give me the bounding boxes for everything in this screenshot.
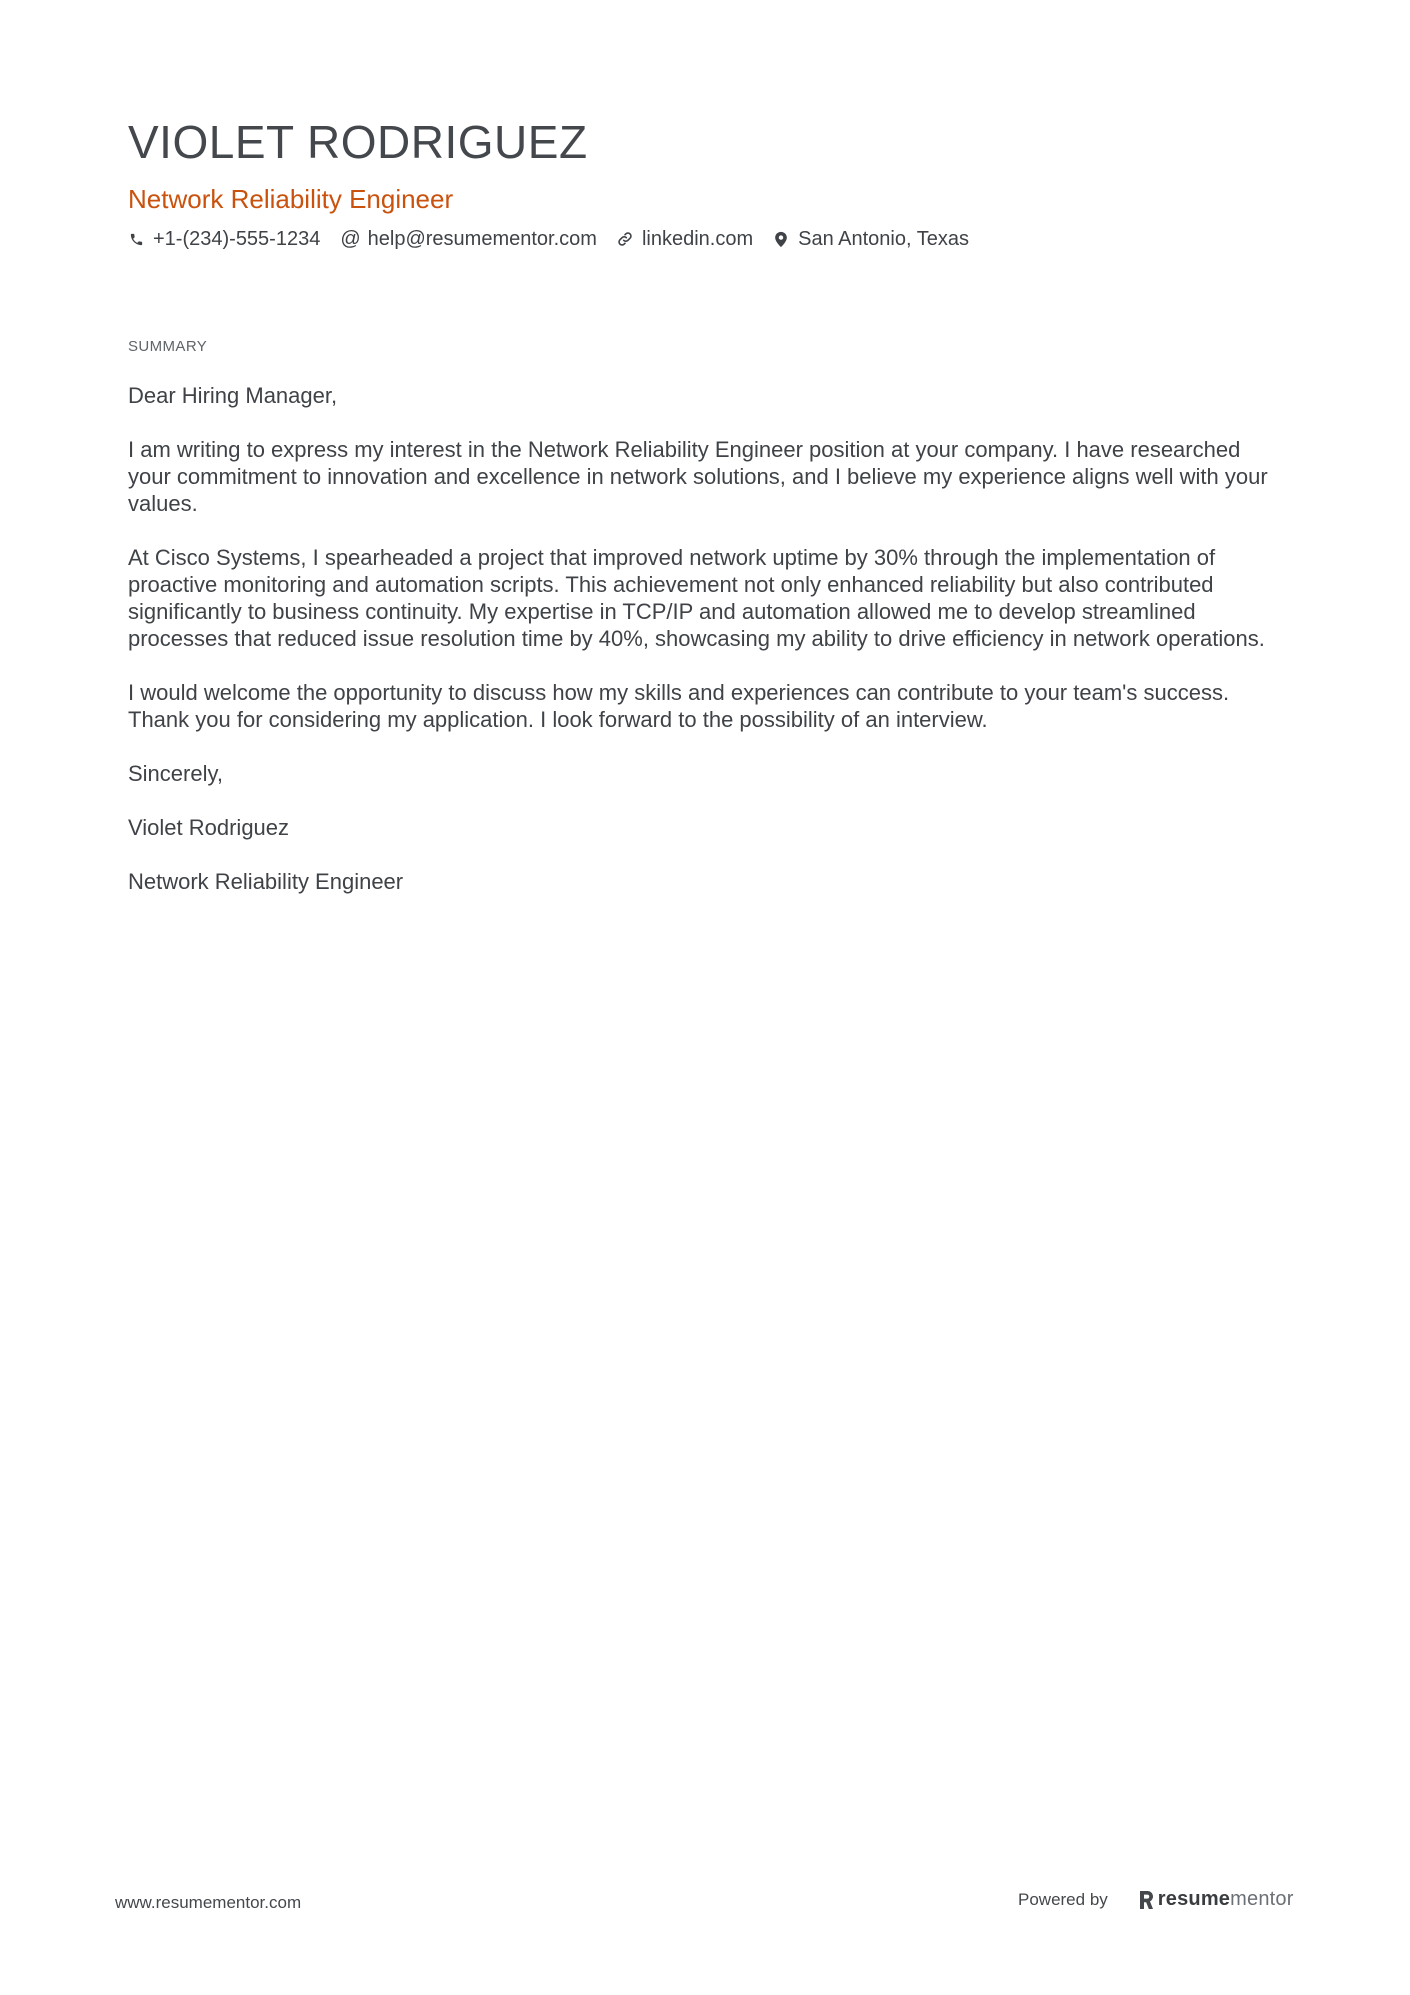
- contact-phone: [128, 225, 320, 253]
- contact-linkedin: [617, 225, 753, 253]
- location-text: San Antonio, Texas: [798, 228, 969, 250]
- contact-bar: [128, 225, 1288, 253]
- powered-by-label: Powered by: [1018, 1889, 1108, 1909]
- logo-wordmark-light: mentor: [1230, 1888, 1294, 1910]
- letter-paragraph-closing: I would welcome the opportunity to discuss how my skills and experiences can contribute to your team's success. Thank you for considering my application. I look forward to the possibility of an interview.: [128, 680, 1230, 732]
- contact-email: [340, 225, 597, 253]
- letter-signature-title: Network Reliability Engineer: [128, 869, 404, 894]
- logo-wordmark: [1158, 1888, 1294, 1911]
- header: [128, 112, 1288, 253]
- letter-paragraph-intro: I am writing to express my interest in the Network Reliability Engineer position at your company. I have researched your commitment to innovation and excellence in network solutions, and I believe my experience aligns well with your values.: [128, 437, 1268, 516]
- linkedin-link[interactable]: linkedin.com: [641, 228, 754, 250]
- letter-signoff: Sincerely,: [128, 761, 223, 786]
- phone-text[interactable]: +1-(234)-555-1234: [153, 228, 321, 250]
- letter-salutation: Dear Hiring Manager,: [128, 383, 338, 408]
- phone-icon: [128, 230, 144, 248]
- candidate-name: VIOLET RODRIGUEZ: [128, 116, 588, 168]
- job-title: Network Reliability Engineer: [128, 184, 454, 214]
- letter-body: [128, 382, 1288, 922]
- footer-website[interactable]: www.resumementor.com: [115, 1893, 302, 1912]
- contact-location: [773, 225, 969, 253]
- letter-signature-name: Violet Rodriguez: [128, 815, 290, 840]
- resumementor-logo-icon: [1138, 1890, 1154, 1910]
- resumementor-logo[interactable]: [1138, 1888, 1294, 1911]
- link-icon: [617, 230, 633, 248]
- logo-wordmark-bold: resume: [1157, 1888, 1231, 1910]
- at-sign-icon: @: [340, 228, 361, 250]
- location-pin-icon: [773, 230, 789, 248]
- footer-branding: [1018, 1888, 1294, 1911]
- summary-heading: SUMMARY: [128, 338, 208, 355]
- letter-paragraph-experience: At Cisco Systems, I spearheaded a project that improved network uptime by 30% through the implementation of proactive monitoring and automation scripts. This achievement not only enhanced reliability but also contributed significantly to business continuity. My expertise in TCP/IP and automation allowed me to develop streamlined processes that reduced issue resolution time by 40%, showcasing my ability to drive efficiency in network operations.: [128, 545, 1265, 651]
- email-link[interactable]: help@resumementor.com: [367, 228, 597, 250]
